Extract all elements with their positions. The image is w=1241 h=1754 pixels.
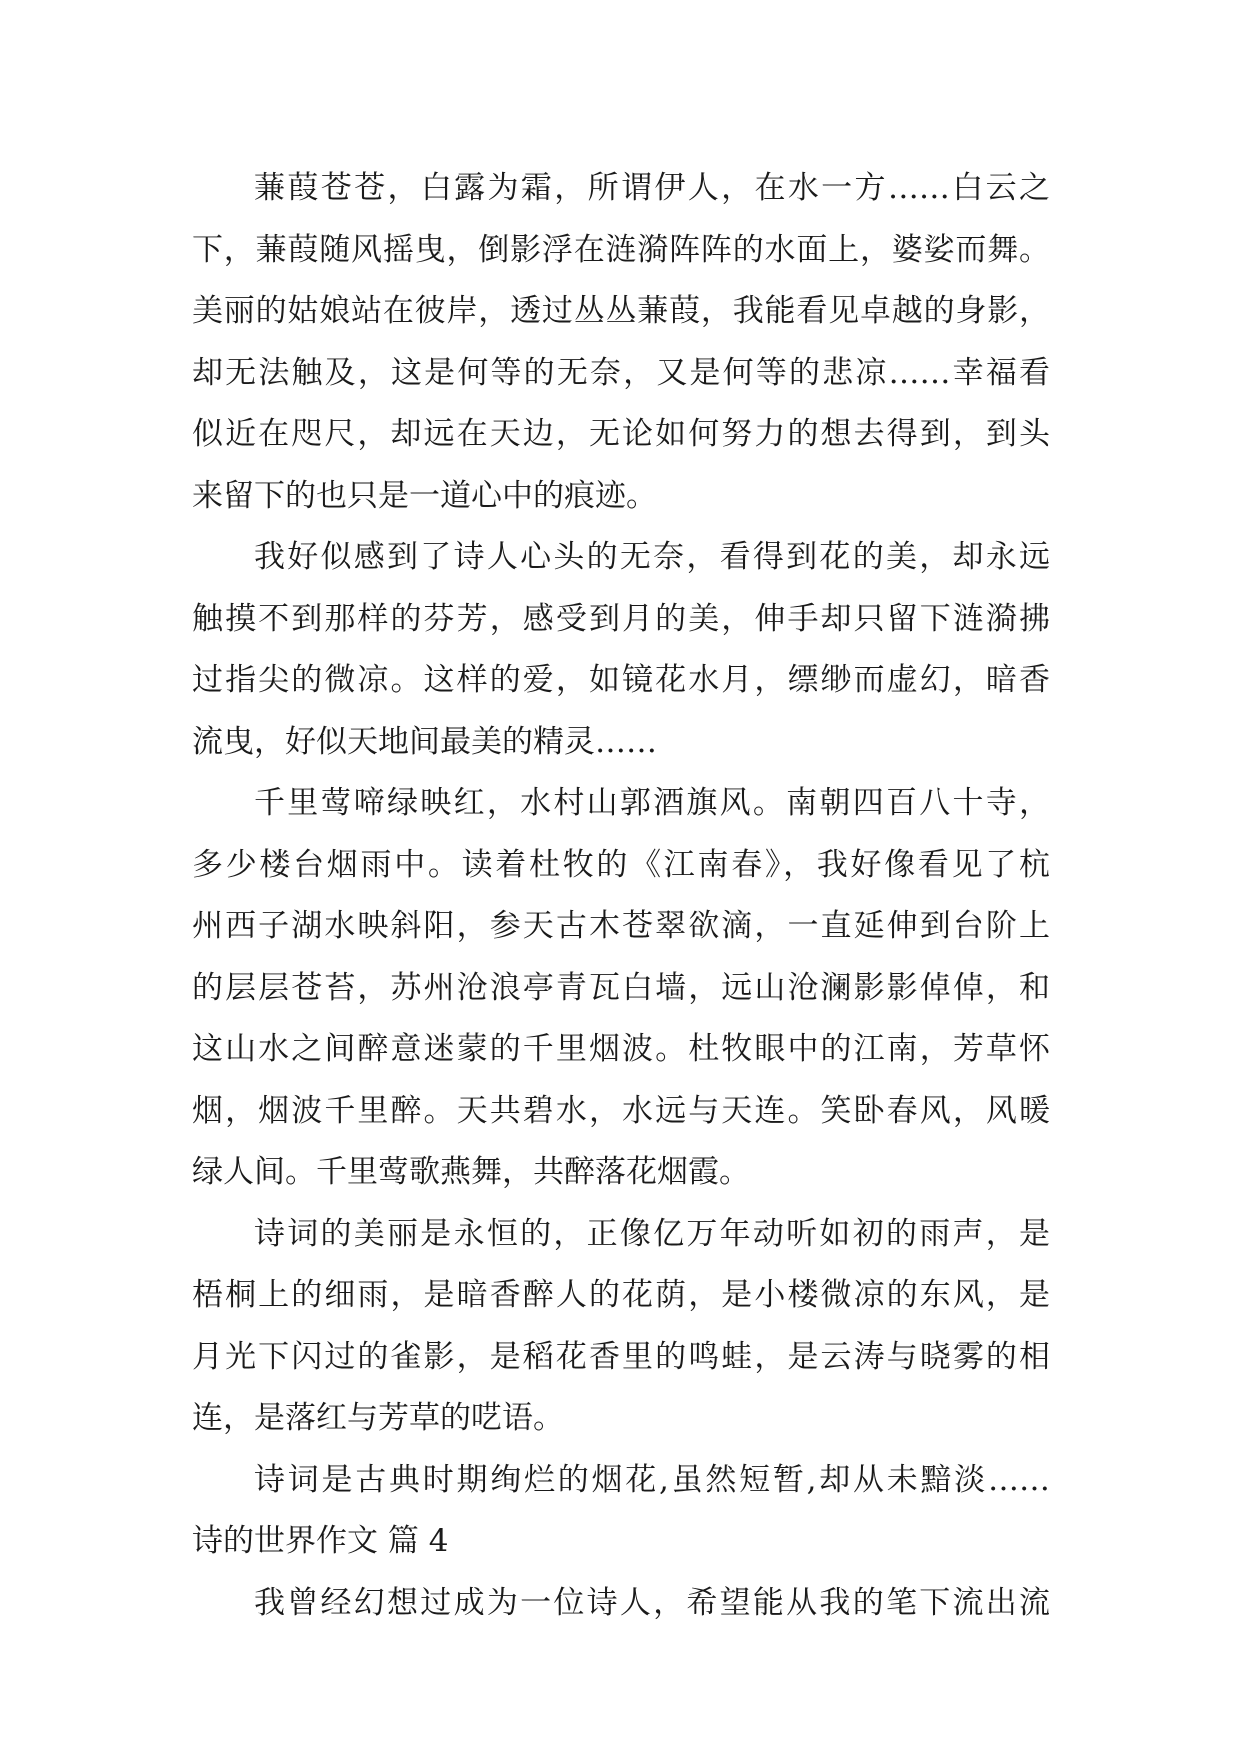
text-line: 诗词是古典时期绚烂的烟花,虽然短暂,却从未黯淡…… bbox=[254, 1461, 1050, 1498]
text-line: 烟，烟波千里醉。天共碧水，水远与天连。笑卧春风，风暖 bbox=[192, 1092, 1050, 1129]
text-line: 梧桐上的细雨，是暗香醉人的花荫，是小楼微凉的东风，是 bbox=[192, 1277, 1050, 1313]
text-line: 绿人间。千里莺歌燕舞，共醉落花烟霞。 bbox=[192, 1154, 750, 1190]
text-line: 来留下的也只是一道心中的痕迹。 bbox=[192, 477, 657, 514]
text-line: 千里莺啼绿映红，水村山郭酒旗风。南朝四百八十寺， bbox=[254, 785, 1050, 821]
text-line: 这山水之间醉意迷蒙的千里烟波。杜牧眼中的江南，芳草怀 bbox=[192, 1031, 1050, 1067]
article-body bbox=[192, 158, 1050, 1634]
text-line: 似近在咫尺，却远在天边，无论如何努力的想去得到，到头 bbox=[192, 416, 1050, 452]
text-line: 美丽的姑娘站在彼岸，透过丛丛蒹葭，我能看见卓越的身影， bbox=[192, 293, 1050, 329]
text-line: 蒹葭苍苍，白露为霜，所谓伊人，在水一方……白云之 bbox=[254, 170, 1050, 206]
text-line: 诗词的美丽是永恒的，正像亿万年动听如初的雨声，是 bbox=[254, 1215, 1050, 1252]
text-line: 我曾经幻想过成为一位诗人，希望能从我的笔下流出流 bbox=[254, 1584, 1050, 1621]
text-line: 流曳，好似天地间最美的精灵…… bbox=[192, 723, 657, 760]
text-line: 下，蒹葭随风摇曳，倒影浮在涟漪阵阵的水面上，婆娑而舞。 bbox=[192, 231, 1050, 268]
text-line: 却无法触及，这是何等的无奈，又是何等的悲凉……幸福看 bbox=[192, 354, 1050, 391]
section-heading: 诗的世界作文 篇 4 bbox=[192, 1523, 449, 1559]
text-line: 我好似感到了诗人心头的无奈，看得到花的美，却永远 bbox=[254, 539, 1050, 575]
text-line: 的层层苍苔，苏州沧浪亭青瓦白墙，远山沧澜影影倬倬，和 bbox=[192, 969, 1050, 1006]
text-line: 连，是落红与芳草的呓语。 bbox=[192, 1400, 564, 1436]
text-line: 触摸不到那样的芬芳，感受到月的美，伸手却只留下涟漪拂 bbox=[192, 600, 1050, 637]
text-line: 月光下闪过的雀影，是稻花香里的鸣蛙，是云涛与晓雾的相 bbox=[192, 1338, 1050, 1375]
text-line: 过指尖的微凉。这样的爱，如镜花水月，缥缈而虚幻，暗香 bbox=[192, 662, 1050, 698]
text-line: 多少楼台烟雨中。读着杜牧的《江南春》，我好像看见了杭 bbox=[192, 846, 1050, 883]
text-line: 州西子湖水映斜阳，参天古木苍翠欲滴，一直延伸到台阶上 bbox=[192, 908, 1050, 944]
